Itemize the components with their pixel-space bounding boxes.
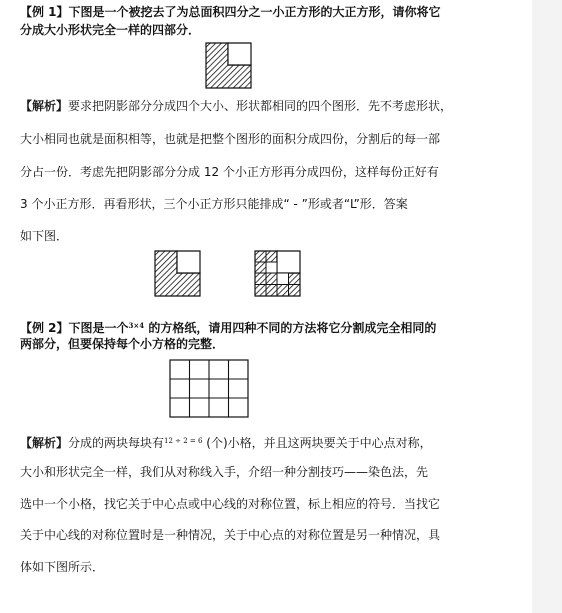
example1-line2: 分成大小形状完全一样的四部分． — [20, 23, 201, 37]
grid-3x4 — [169, 359, 250, 419]
example2-line1: 【例 2】下图是一个$^{3\times 4}$ 的方格纸，请用四种不同的方法将它分割成完全相同的 — [20, 321, 437, 335]
l-shape-figure-repeat — [154, 250, 201, 297]
analysis1-line2: 大小相同也就是面积相等，也就是把整个图形的面积分成四份，分割后的每一部 — [20, 132, 441, 146]
l-shape-divided-figure — [254, 250, 301, 297]
analysis1-line3: 分占一份．考虑先把阴影部分分成 12 个小正方形再分成四份，这样每份正好有 — [20, 165, 439, 179]
analysis2-line5: 体如下图所示． — [20, 560, 105, 574]
example2-line2: 两部分，但要保持每个小方格的完整． — [20, 337, 225, 351]
analysis1-line4: 3 个小正方形．再看形状，三个小正方形只能排成“ - ”形或者“L”形．答案 — [20, 197, 408, 211]
analysis2-line3: 选中一个小格，找它关于中心点或中心线的对称位置，标上相应的符号．当找它 — [20, 497, 441, 511]
analysis2-line1: 【解析】分成的两块每块有$^{12 \div 2 = 6}$ (个)小格，并且这两块要关于中心点对称， — [20, 436, 432, 450]
example1-line1: 【例 1】下图是一个被挖去了为总面积四分之一小正方形的大正方形，请你将它 — [20, 5, 441, 19]
analysis2-line2: 大小和形状完全一样，我们从对称线入手，介绍一种分割技巧——染色法，先 — [20, 465, 429, 479]
analysis1-line5: 如下图． — [20, 229, 69, 243]
analysis1-line1: 【解析】要求把阴影部分分成四个大小、形状都相同的四个图形．先不考虑形状， — [20, 99, 453, 113]
page-margin — [532, 0, 562, 613]
analysis2-line4: 关于中心线的对称位置时是一种情况，关于中心点的对称位置是另一种情况，具 — [20, 528, 441, 542]
l-shape-figure — [205, 42, 252, 89]
